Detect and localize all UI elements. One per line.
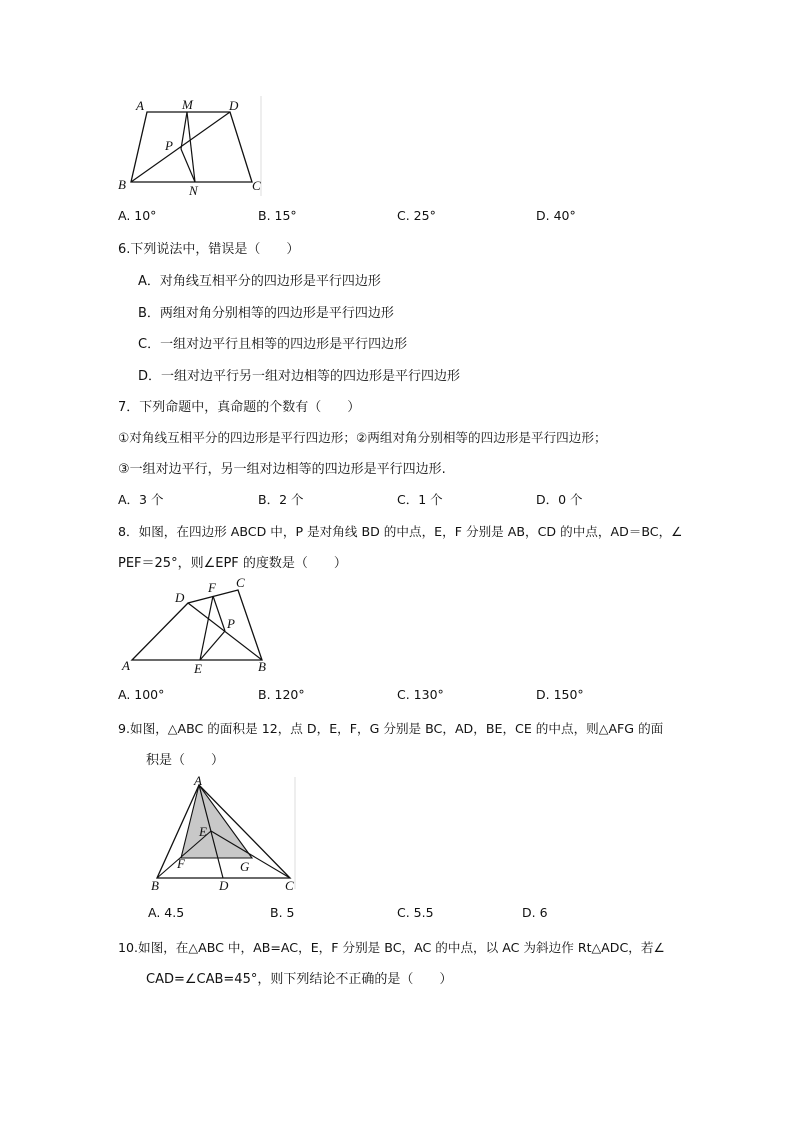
q5-option-a: A. 10° [118, 208, 157, 223]
q5-option-b: B. 15° [258, 208, 297, 223]
q9-option-a: A. 4.5 [148, 905, 185, 920]
label-D: D [175, 590, 185, 605]
q9-option-b: B. 5 [270, 905, 295, 920]
q6-option-d: D．一组对边平行另一组对边相等的四边形是平行四边形 [138, 369, 461, 384]
label-F: F [177, 856, 185, 871]
q10-stem-line2: CAD=∠CAB=45°，则下列结论不正确的是（ ） [146, 972, 453, 987]
q7-option-a: A．3 个 [118, 492, 164, 507]
label-E: E [194, 661, 202, 676]
label-P: P [165, 138, 173, 153]
q5-option-d: D. 40° [536, 208, 576, 223]
q8-option-d: D. 150° [536, 687, 584, 702]
q8-option-a: A. 100° [118, 687, 165, 702]
label-A: A [136, 98, 144, 113]
label-A: A [194, 773, 202, 788]
q8-option-b: B. 120° [258, 687, 305, 702]
label-B: B [258, 659, 266, 674]
q6-option-c: C．一组对边平行且相等的四边形是平行四边形 [138, 337, 408, 352]
q8-stem-line1: 8．如图，在四边形 ABCD 中，P 是对角线 BD 的中点，E，F 分别是 AB，CD 的中点，AD＝BC，∠ [118, 524, 683, 539]
q10-stem-line1: 10.如图，在△ABC 中，AB=AC，E，F 分别是 BC，AC 的中点，以 AC 为斜边作 Rt△ADC，若∠ [118, 940, 665, 955]
q5-figure [110, 92, 270, 200]
q8-option-c: C. 130° [397, 687, 444, 702]
q9-stem-line1: 9.如图，△ABC 的面积是 12，点 D，E，F，G 分别是 BC，AD，BE，CE 的中点，则△AFG 的面 [118, 721, 664, 736]
label-D: D [229, 98, 239, 113]
label-G: G [240, 859, 250, 874]
label-D: D [219, 878, 229, 893]
q7-option-b: B．2 个 [258, 492, 304, 507]
q6-option-a: A．对角线互相平分的四边形是平行四边形 [138, 274, 381, 289]
q9-option-c: C. 5.5 [397, 905, 434, 920]
q9-figure [145, 773, 305, 893]
q7-option-d: D．0 个 [536, 492, 583, 507]
q8-figure [112, 575, 277, 680]
q7-line2: ③一组对边平行，另一组对边相等的四边形是平行四边形. [118, 462, 446, 477]
label-F: F [208, 580, 216, 595]
q6-option-b: B．两组对角分别相等的四边形是平行四边形 [138, 306, 394, 321]
q7-option-c: C．1 个 [397, 492, 443, 507]
label-C: C [236, 575, 245, 590]
label-C: C [252, 178, 261, 193]
q7-line1: ①对角线互相平分的四边形是平行四边形；②两组对角分别相等的四边形是平行四边形； [118, 430, 607, 445]
label-E: E [199, 824, 207, 839]
label-N: N [189, 183, 198, 198]
q6-stem: 6.下列说法中，错误是（ ） [118, 242, 300, 257]
q9-option-d: D. 6 [522, 905, 548, 920]
label-B: B [151, 878, 159, 893]
label-A: A [122, 658, 130, 673]
label-P: P [227, 616, 235, 631]
q8-stem-line2: PEF＝25°，则∠EPF 的度数是（ ） [118, 556, 347, 571]
q7-stem: 7．下列命题中，真命题的个数有（ ） [118, 400, 361, 415]
label-C: C [285, 878, 294, 893]
label-B: B [118, 177, 126, 192]
q9-stem-line2: 积是（ ） [146, 753, 225, 768]
label-M: M [182, 97, 193, 112]
q5-option-c: C. 25° [397, 208, 436, 223]
